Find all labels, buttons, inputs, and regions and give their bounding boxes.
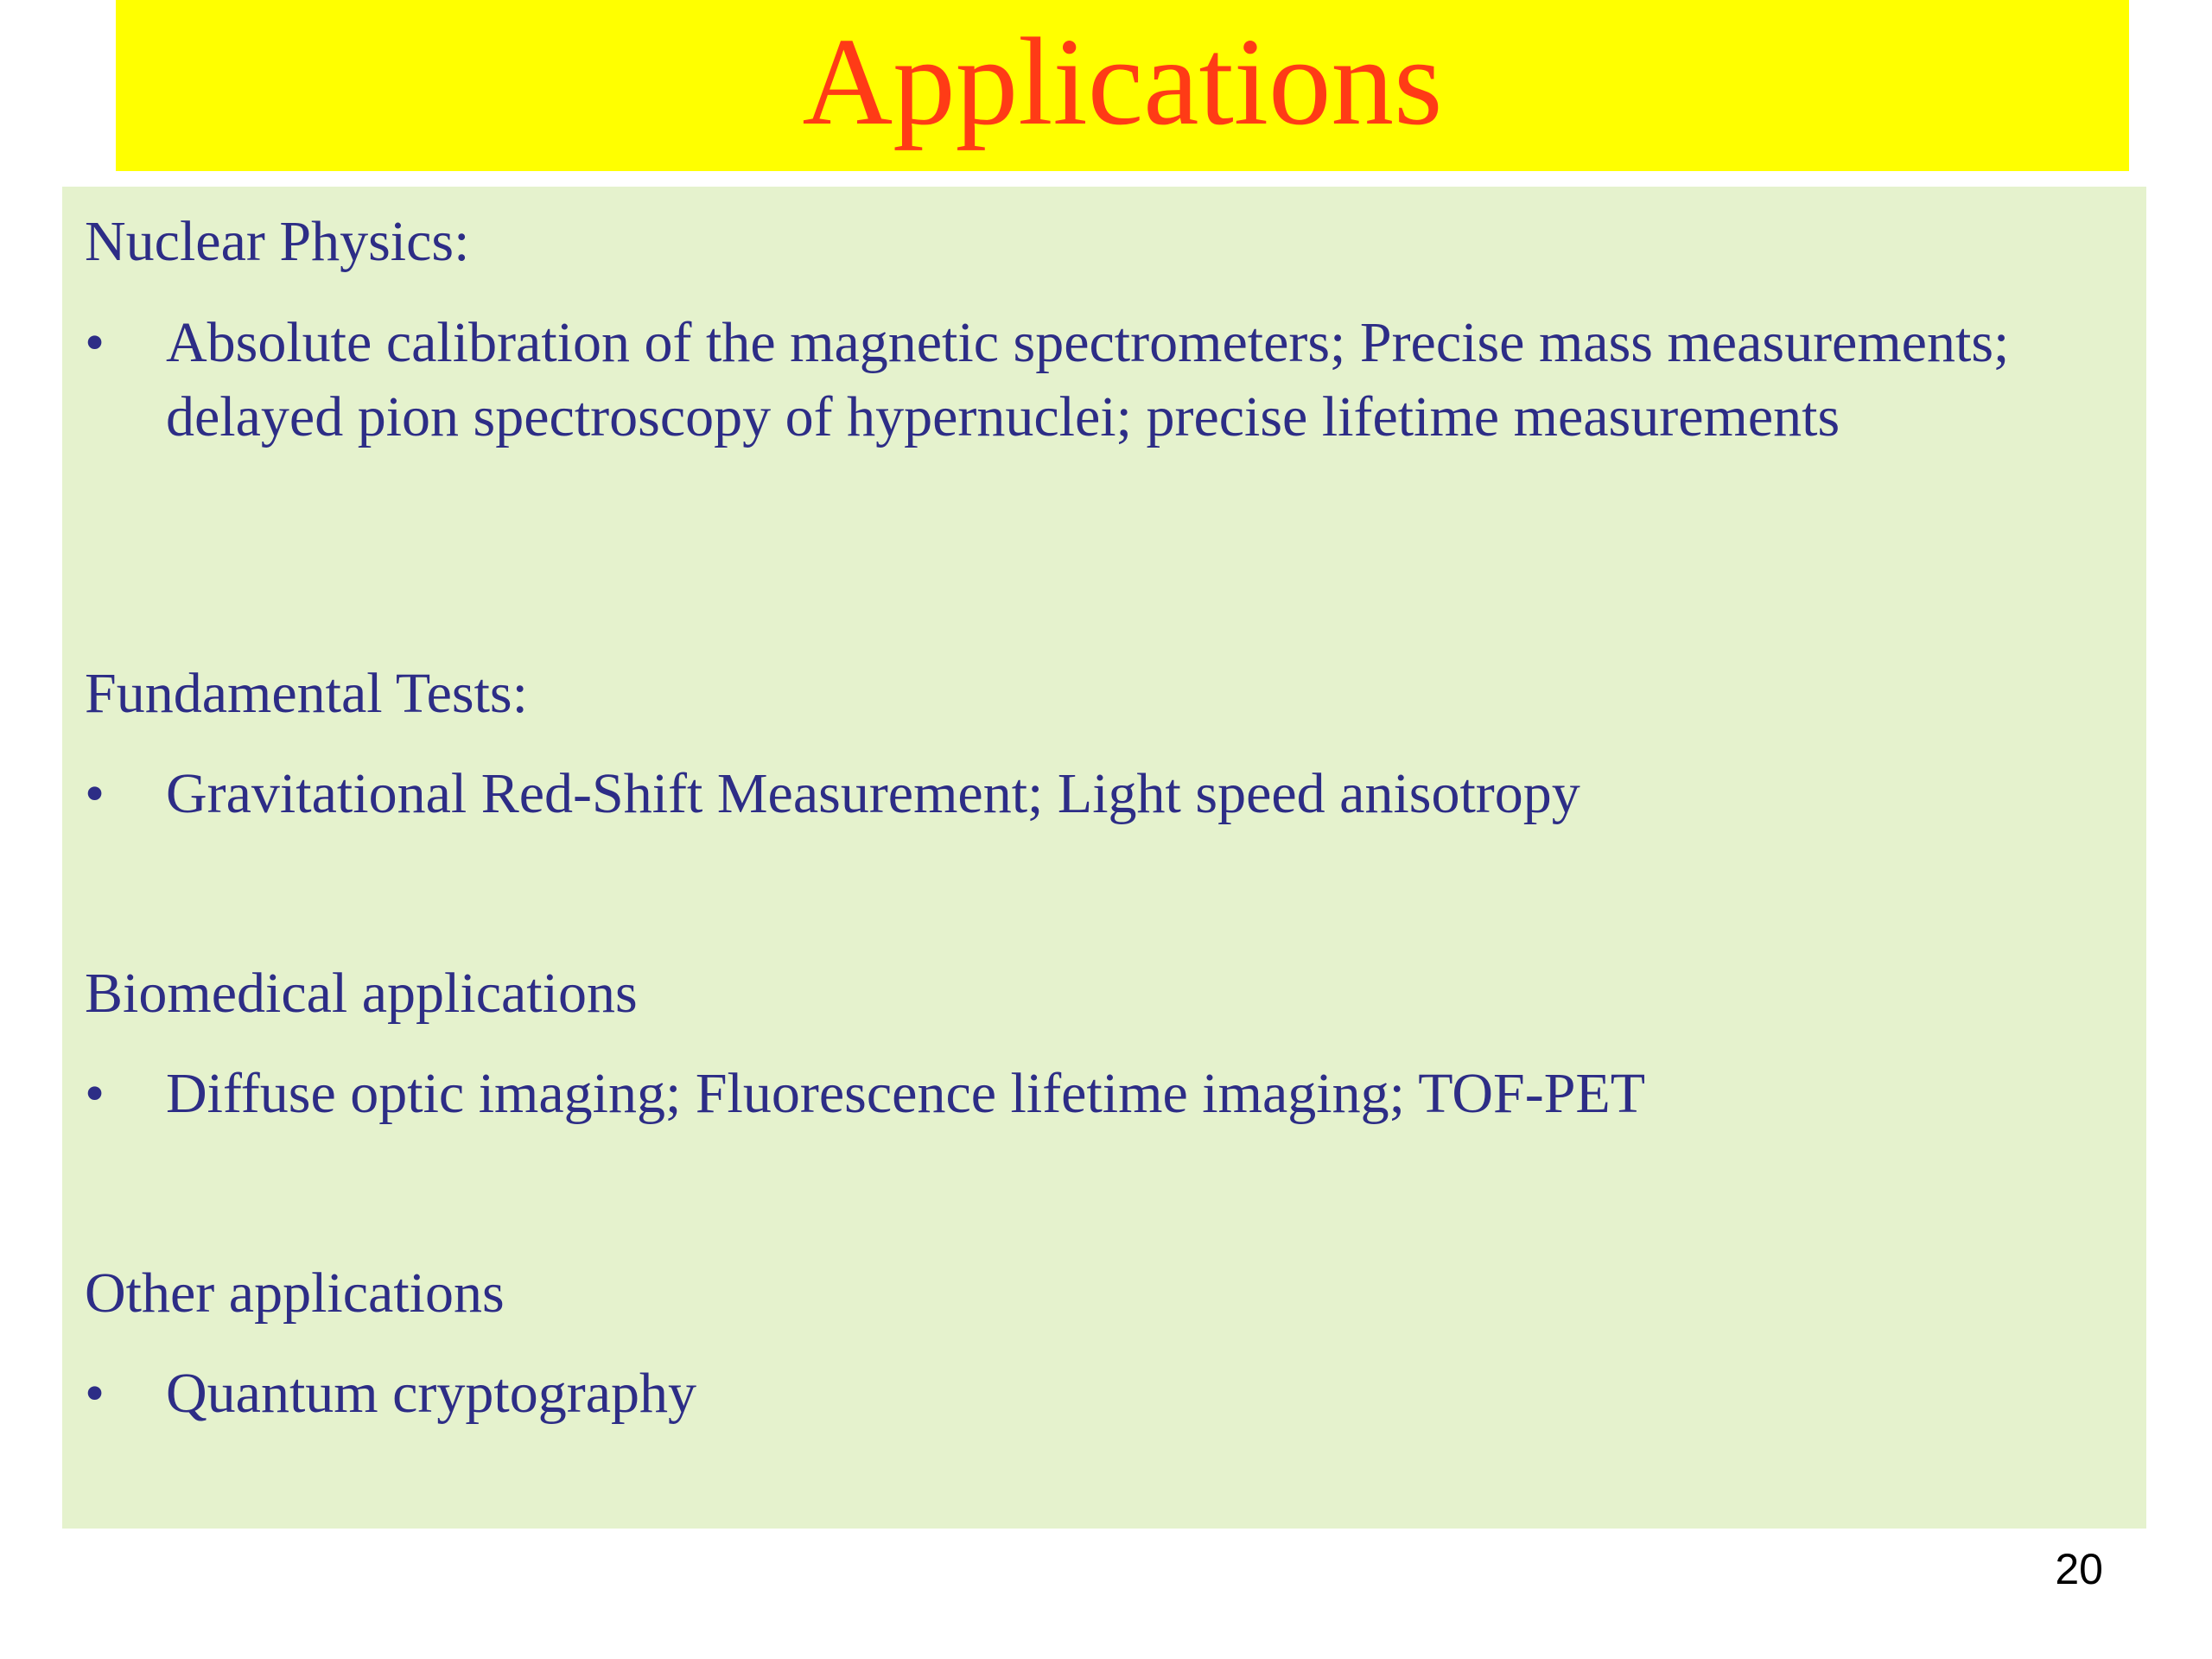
section-heading-biomedical: Biomedical applications	[85, 962, 638, 1025]
section-heading-nuclear-physics: Nuclear Physics:	[85, 210, 470, 273]
section-heading-other: Other applications	[85, 1262, 505, 1325]
bullet-icon: •	[85, 311, 105, 374]
bullet-icon: •	[85, 1062, 105, 1125]
slide-title: Applications	[802, 12, 1443, 151]
bullet-icon: •	[85, 1362, 105, 1425]
bullet-text: Diffuse optic imaging; Fluorescence lifetime imaging; TOF-PET	[166, 1062, 1646, 1125]
page-number: 20	[2055, 1545, 2103, 1593]
bullet-text: Quantum cryptography	[166, 1362, 697, 1425]
content-box	[62, 187, 2146, 1529]
title-bar	[116, 0, 2129, 171]
bullet-icon: •	[85, 762, 105, 825]
bullet-text: Absolute calibration of the magnetic spectrometers; Precise mass measurements; delayed pion spectroscopy of hypernuclei; precise lifetime measurements	[166, 311, 2010, 448]
bullet-text: Gravitational Red-Shift Measurement; Light speed anisotropy	[166, 762, 1580, 825]
section-heading-fundamental-tests: Fundamental Tests:	[85, 662, 528, 725]
